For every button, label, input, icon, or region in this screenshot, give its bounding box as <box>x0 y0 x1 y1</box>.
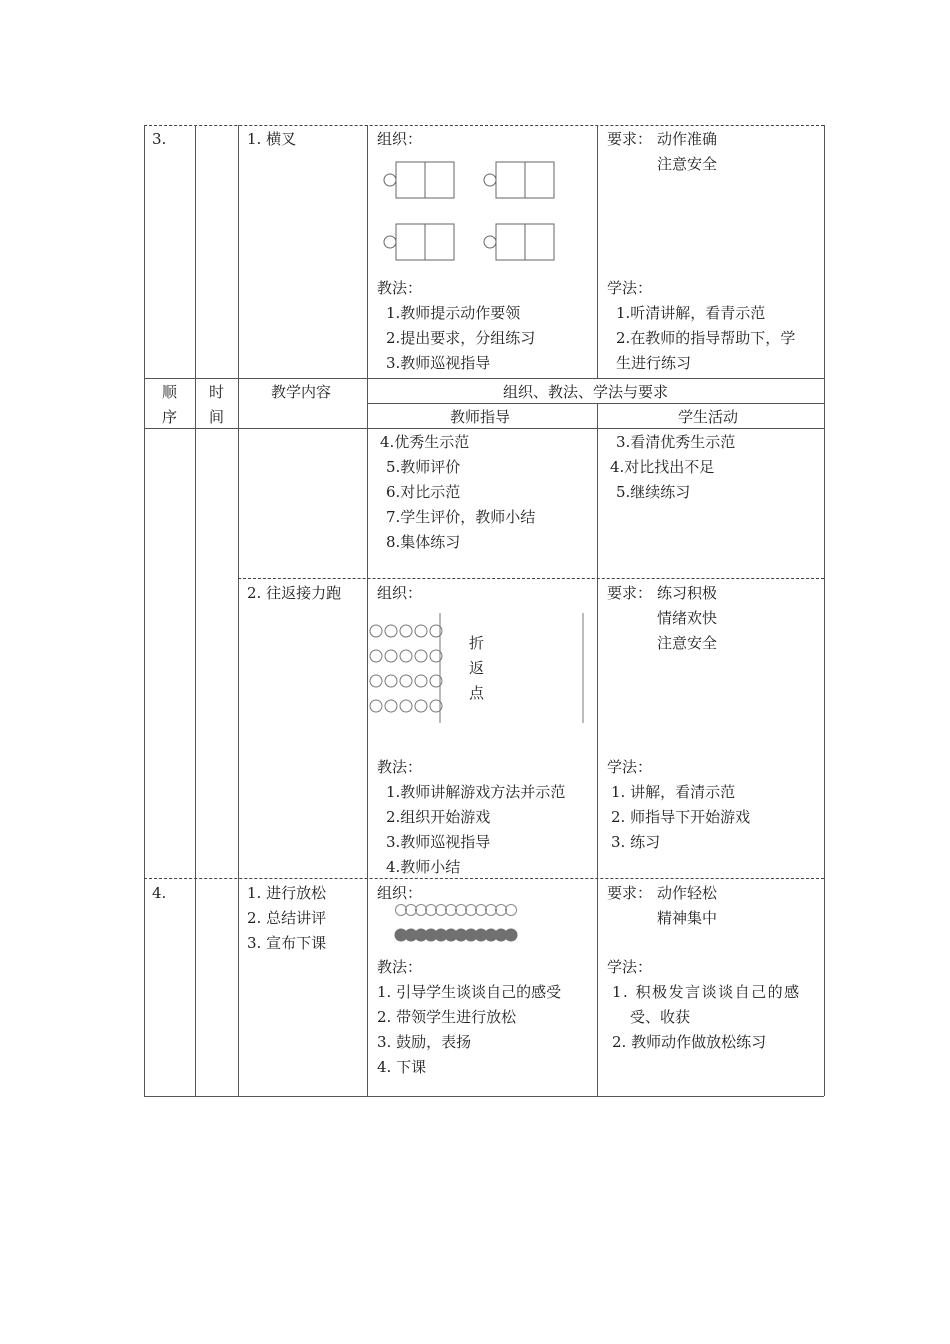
table-top-dashed-border <box>144 125 824 126</box>
row4-dashed-rule <box>144 878 824 879</box>
row3-teacher-1: 1.教师提示动作要领 <box>386 304 521 322</box>
row3-method-label: 教法： <box>377 279 423 297</box>
row4-content-3: 3. 宣布下课 <box>247 934 327 952</box>
header-seq-top: 顺 <box>162 383 178 401</box>
row4-method-label: 教法： <box>377 958 423 976</box>
row3-content: 1. 横叉 <box>247 130 297 148</box>
header-group: 组织、教法、学法与要求 <box>503 383 669 401</box>
relay-req-label: 要求： <box>607 584 653 602</box>
row3-teacher-3: 3.教师巡视指导 <box>386 354 491 372</box>
table-left-border <box>144 125 145 1096</box>
relay-req-3: 注意安全 <box>657 634 718 652</box>
relay-student-1: 1. 讲解，看清示范 <box>611 783 736 801</box>
row4-content-2: 2. 总结讲评 <box>247 909 327 927</box>
relay-dashed-rule <box>238 578 824 579</box>
row4-teacher-3: 3. 鼓励，表扬 <box>377 1033 472 1051</box>
relay-turn-char-3: 点 <box>469 684 485 702</box>
row4-learn-label: 学法： <box>607 958 653 976</box>
col-sep-seq-time <box>195 125 196 1096</box>
row3-learn-label: 学法： <box>607 279 653 297</box>
cont-teacher-7: 7.学生评价，教师小结 <box>386 508 536 526</box>
row4-student-3: 2. 教师动作做放松练习 <box>612 1033 767 1051</box>
header-seq-bottom: 序 <box>162 408 178 426</box>
header-time-bottom: 间 <box>209 408 225 426</box>
relay-req-2: 情绪欢快 <box>657 609 718 627</box>
row3-req-1: 动作准确 <box>657 130 718 148</box>
row4-req-label: 要求： <box>607 884 653 902</box>
relay-org-label: 组织： <box>377 584 423 602</box>
col-sep-time-content <box>238 125 239 1096</box>
row3-student-3: 生进行练习 <box>616 354 692 372</box>
relay-req-1: 练习积极 <box>657 584 718 602</box>
header-teacher: 教师指导 <box>450 408 511 426</box>
row4-req-2: 精神集中 <box>657 909 718 927</box>
relay-content: 2. 往返接力跑 <box>247 584 342 602</box>
row4-teacher-2: 2. 带领学生进行放松 <box>377 1008 517 1026</box>
cont-student-3: 3.看清优秀生示范 <box>616 433 736 451</box>
row4-seq: 4. <box>152 884 167 902</box>
cont-teacher-8: 8.集体练习 <box>386 533 461 551</box>
header-top-rule <box>144 378 824 379</box>
relay-learn-label: 学法： <box>607 758 653 776</box>
row4-student-2: 受、收获 <box>630 1008 691 1026</box>
relay-teacher-2: 2.组织开始游戏 <box>386 808 491 826</box>
row4-teacher-4: 4. 下课 <box>377 1058 427 1076</box>
cont-teacher-4: 4.优秀生示范 <box>380 433 470 451</box>
header-content: 教学内容 <box>271 383 332 401</box>
cont-student-4: 4.对比找出不足 <box>610 458 715 476</box>
cooldown-formation-diagram <box>390 900 520 945</box>
header-student: 学生活动 <box>678 408 739 426</box>
row3-student-2: 2.在教师的指导帮助下，学 <box>616 329 796 347</box>
row4-teacher-1: 1. 引导学生谈谈自己的感受 <box>377 983 562 1001</box>
cont-student-5: 5.继续练习 <box>616 483 691 501</box>
relay-student-3: 3. 练习 <box>611 833 661 851</box>
row3-student-1: 1.听清讲解，看青示范 <box>616 304 766 322</box>
row3-org-label: 组织： <box>377 130 423 148</box>
col-sep-teacher-student-lower <box>597 403 598 1096</box>
cont-teacher-6: 6.对比示范 <box>386 483 461 501</box>
table-right-border <box>824 125 825 1096</box>
row3-req-2: 注意安全 <box>657 155 718 173</box>
cont-teacher-5: 5.教师评价 <box>386 458 461 476</box>
split-formation-diagram <box>370 150 595 270</box>
row4-req-1: 动作轻松 <box>657 884 718 902</box>
row4-student-1: 1. 积极发言谈谈自己的感 <box>612 983 801 1001</box>
relay-turn-char-2: 返 <box>469 659 485 677</box>
relay-student-2: 2. 师指导下开始游戏 <box>611 808 751 826</box>
header-time-top: 时 <box>209 383 225 401</box>
relay-method-label: 教法： <box>377 758 423 776</box>
row3-req-label: 要求： <box>607 130 653 148</box>
table-bottom-border <box>144 1096 824 1097</box>
relay-teacher-1: 1.教师讲解游戏方法并示范 <box>386 783 566 801</box>
relay-teacher-3: 3.教师巡视指导 <box>386 833 491 851</box>
row3-seq: 3. <box>152 130 167 148</box>
relay-turn-char-1: 折 <box>469 634 485 652</box>
relay-teacher-4: 4.教师小结 <box>386 858 461 876</box>
row3-teacher-2: 2.提出要求，分组练习 <box>386 329 536 347</box>
row4-org-label: 组织： <box>377 884 423 902</box>
col-sep-teacher-student-upper <box>597 125 598 378</box>
row4-content-1: 1. 进行放松 <box>247 884 327 902</box>
